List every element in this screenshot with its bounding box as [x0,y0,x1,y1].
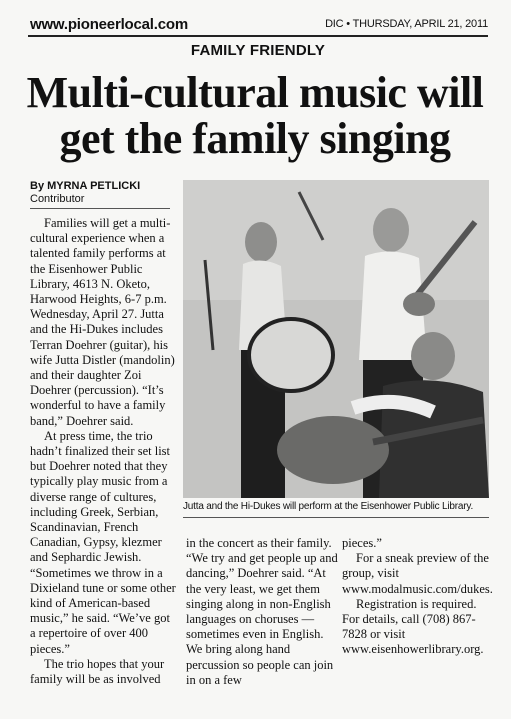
byline-role: Contributor [30,193,85,205]
paragraph-3-start: The trio hopes that your family will be as involved [30,656,165,687]
paragraph-4: For a sneak preview of the group, visit www.modalmusic.com/dukes. [342,551,493,596]
paragraph-2: At press time, the trio hadn’t finalized their set list but Doehrer noted that they typically play music from a diverse range of cultures, including Greek, Serbian, Scandinavian, French Canadian, Gypsy, klezmer and Sephardic Jewish. “Sometimes we throw in a Dixieland tune or some other kind of American-based music,” he said. “We’ve got a repertoire of over 400 pieces.” [30,428,176,656]
paragraph-3-continued: in the concert as their family. “We try and get people up and dancing,” Doehrer said. “At the very least, we get them singing along in non-English languages on choruses — sometimes even in English. We bring along hand percussion so people can join in on a few [186,536,338,687]
headline-line-1: Multi-cultural music will [26,68,484,117]
caption-rule [183,517,489,518]
paragraph-5: Registration is required. For details, call (708) 867-7828 or visit www.eisenhowerlibrary.org. [342,596,484,657]
band-photo-illustration [183,180,489,498]
site-url[interactable]: www.pioneerlocal.com [30,16,188,33]
paragraph-3-end: pieces.” [342,536,382,550]
photo-caption: Jutta and the Hi-Dukes will perform at the Eisenhower Public Library. [183,501,474,512]
paragraph-1: Families will get a multi-cultural experience when a talented family performs at the Eisenhower Public Library, 4613 N. Oketo, Harwood Heights, 6-7 p.m. Wednesday, April 27. Jutta and the Hi-Dukes includes Terran Doehrer (guitar), his wife Jutta Distler (mandolin) and their daughter Zoi Doehrer (percussion). “It’s wonderful to have a family band,” Doehrer said. [30,216,175,428]
band-photo [183,180,489,498]
article-column-3 [342,536,492,658]
byline-rule [30,208,170,209]
byline-author: By MYRNA PETLICKI [30,180,141,192]
headline [10,70,500,162]
section-label: FAMILY FRIENDLY [190,42,326,59]
dateline: DIC • THURSDAY, APRIL 21, 2011 [325,18,488,30]
article-column-2 [186,536,338,688]
top-rule [28,35,488,37]
headline-line-2: get the family singing [59,114,451,163]
article-column-1 [30,216,176,687]
